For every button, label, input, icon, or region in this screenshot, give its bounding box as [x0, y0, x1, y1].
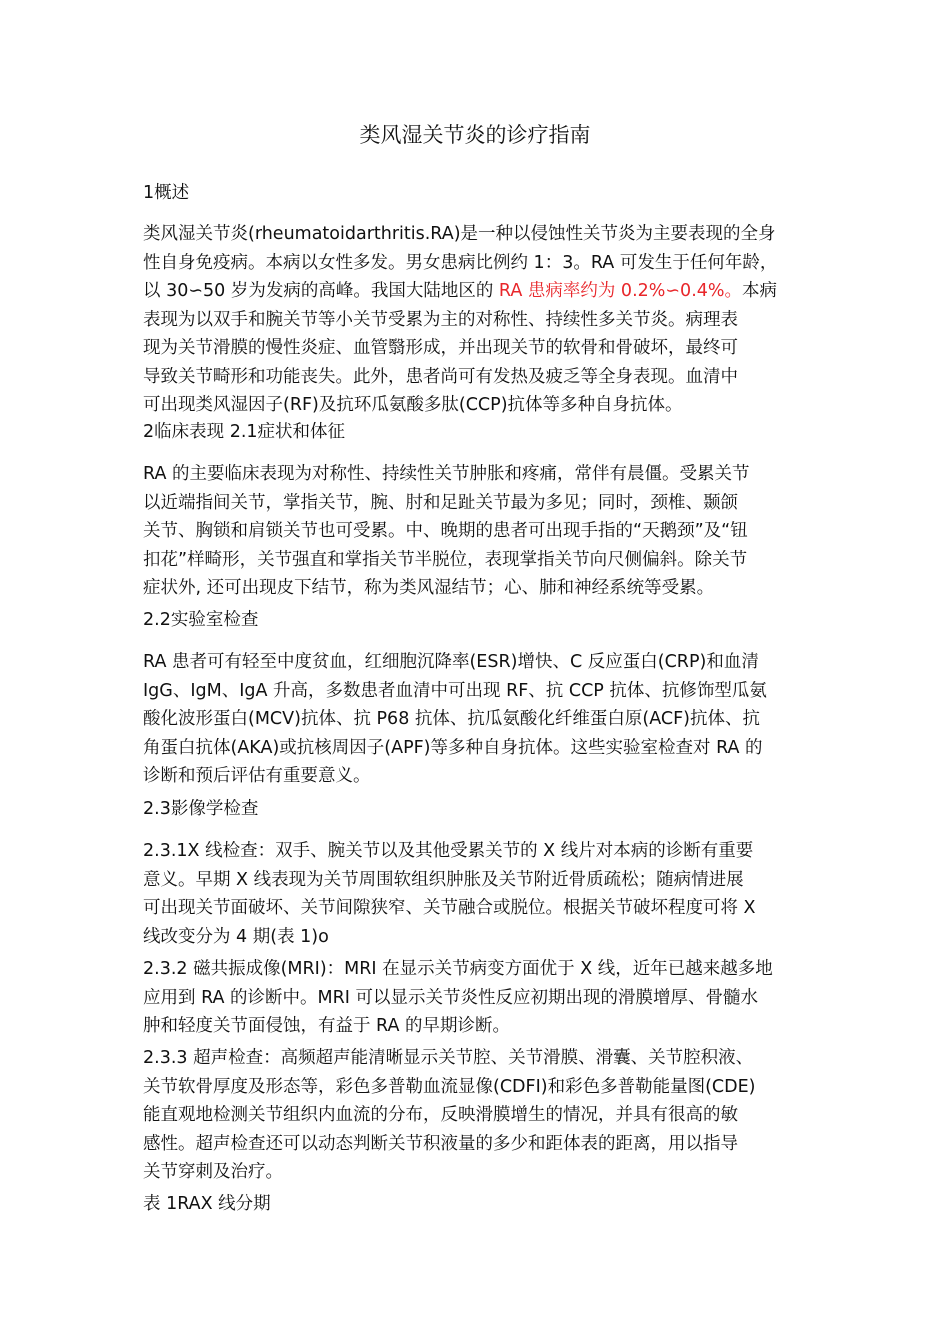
section-heading-lab: 2.2实验室检查: [143, 610, 259, 630]
text-line: RA 患者可有轻至中度贫血，红细胞沉降率(ESR)增快、C 反应蛋白(CRP)和血清: [143, 652, 759, 672]
text-line: 表现为以双手和腕关节等小关节受累为主的对称性、持续性多关节炎。病理表: [143, 309, 738, 330]
text-line: 可出现类风湿因子(RF)及抗环瓜氨酸多肽(CCP)抗体等多种自身抗体。: [143, 395, 683, 415]
text-line: 线改变分为 4 期(表 1)o: [143, 926, 329, 947]
text-line: 可出现关节面破坏、关节间隙狭窄、关节融合或脱位。根据关节破坏程度可将 X: [143, 898, 756, 918]
text-line: 2.3.2 磁共振成像(MRI)：MRI 在显示关节病变方面优于 X 线，近年已越来越多地: [143, 959, 773, 979]
text-line: 关节软骨厚度及形态等，彩色多普勒血流显像(CDFI)和彩色多普勒能量图(CDE): [143, 1076, 756, 1097]
paragraph-mri: [143, 955, 823, 1041]
text-line: 症状外, 还可出现皮下结节，称为类风湿结节；心、肺和神经系统等受累。: [143, 578, 715, 598]
text-line: IgG、IgM、IgA 升高，多数患者血清中可出现 RF、抗 CCP 抗体、抗修饰型瓜氨: [143, 680, 767, 701]
text-line: 角蛋白抗体(AKA)或抗核周因子(APF)等多种自身抗体。这些实验室检查对 RA 的: [143, 737, 763, 758]
paragraph-clinical: [143, 460, 823, 603]
document-title: 类风湿关节炎的诊疗指南: [359, 123, 591, 147]
paragraph-xray: [143, 837, 823, 951]
table-caption: 表 1RAX 线分期: [143, 1194, 271, 1214]
text-line: 酸化波形蛋白(MCV)抗体、抗 P68 抗体、抗瓜氨酸化纤维蛋白原(ACF)抗体、抗: [143, 709, 760, 729]
text-line: RA 的主要临床表现为对称性、持续性关节肿胀和疼痛，常伴有晨僵。受累关节: [143, 464, 750, 484]
text-line-with-highlight: [143, 277, 823, 306]
text-line: 导致关节畸形和功能丧失。此外，患者尚可有发热及疲乏等全身表现。血清中: [143, 366, 738, 387]
text-line: 2.3.1X 线检查：双手、腕关节以及其他受累关节的 X 线片对本病的诊断有重要: [143, 841, 754, 861]
text-line: 性自身免疫病。本病以女性多发。男女患病比例约 1：3。RA 可发生于任何年龄，: [143, 252, 778, 273]
text-line: 现为关节滑膜的慢性炎症、血管翳形成，并出现关节的软骨和骨破坏，最终可: [143, 338, 738, 358]
section-heading-imaging: 2.3影像学检查: [143, 799, 259, 819]
text-line: 扣花”样畸形，关节强直和掌指关节半脱位，表现掌指关节向尺侧偏斜。除关节: [143, 549, 748, 570]
text-line: 感性。超声检查还可以动态判断关节积液量的多少和距体表的距离，用以指导: [143, 1133, 738, 1154]
text-line: 肿和轻度关节面侵蚀，有益于 RA 的早期诊断。: [143, 1016, 511, 1036]
text-line: 意义。早期 X 线表现为关节周围软组织肿胀及关节附近骨质疏松；随病情进展: [143, 869, 744, 890]
text-line: 以近端指间关节，掌指关节，腕、肘和足趾关节最为多见；同时，颈椎、颞颌: [143, 492, 738, 513]
text-line: 关节穿刺及治疗。: [143, 1162, 283, 1182]
text-line: 类风湿关节炎(rheumatoidarthritis.RA)是一种以侵蚀性关节炎为主要表现的全身: [143, 224, 776, 244]
text-line: 关节、胸锁和肩锁关节也可受累。中、晚期的患者可出现手指的“天鹅颈”及“钮: [143, 521, 748, 541]
text-line: 能直观地检测关节组织内血流的分布，反映滑膜增生的情况，并具有很高的敏: [143, 1105, 738, 1125]
text-line: 2.3.3 超声检查：高频超声能清晰显示关节腔、关节滑膜、滑囊、关节腔积液、: [143, 1048, 754, 1068]
text-line: 诊断和预后评估有重要意义。: [143, 766, 371, 786]
paragraph-lab: [143, 648, 823, 791]
highlighted-prevalence-text: RA 患病率约为 0.2%∽0.4%。: [498, 281, 743, 301]
paragraph-ultrasound: [143, 1044, 823, 1187]
text-segment: 本病: [742, 281, 778, 301]
text-segment: 以 30∽50 岁为发病的高峰。我国大陆地区的: [143, 281, 499, 301]
paragraph-overview: [143, 220, 823, 420]
text-line: 应用到 RA 的诊断中。MRI 可以显示关节炎性反应初期出现的滑膜增厚、骨髓水: [143, 987, 759, 1008]
section-heading-clinical: 2临床表现 2.1症状和体征: [143, 422, 346, 442]
section-heading-overview: 1概述: [143, 183, 190, 203]
